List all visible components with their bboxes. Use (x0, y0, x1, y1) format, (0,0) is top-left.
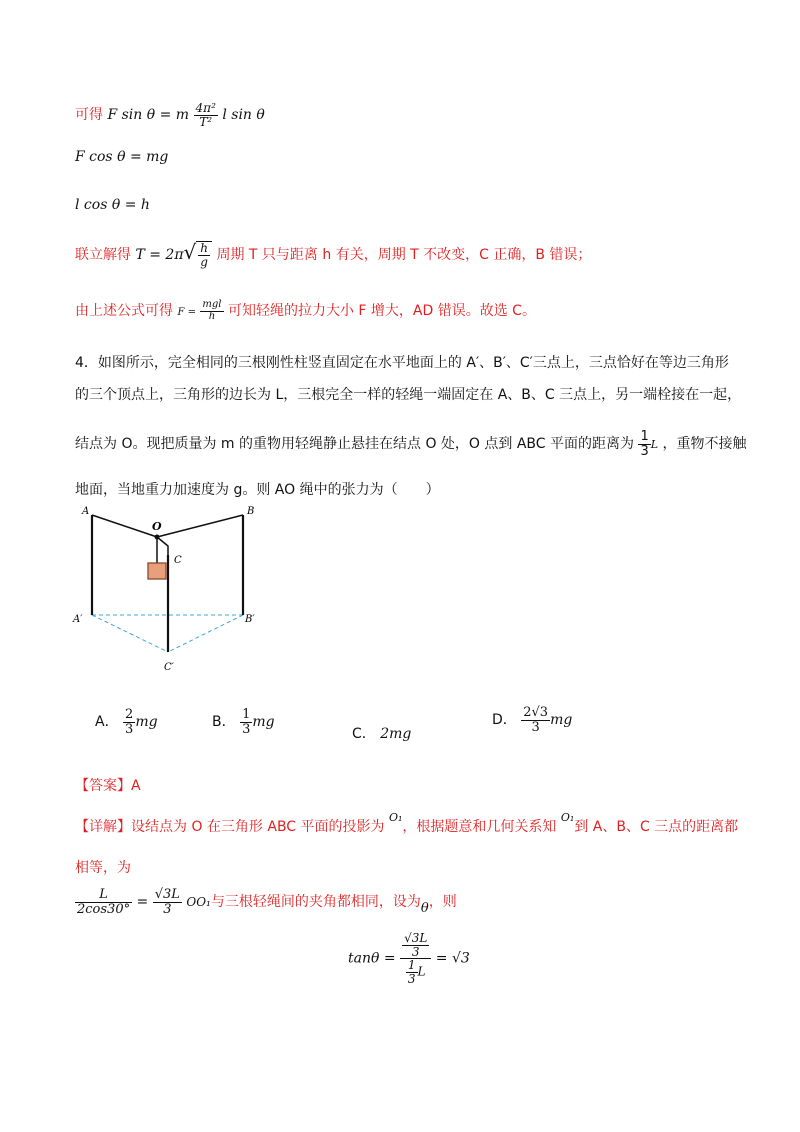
base-edge-ac (92, 615, 168, 652)
tan-bottom-fraction (406, 959, 418, 985)
eq5-lhs: F = (177, 307, 196, 318)
eq1-tail: l sin θ (222, 107, 265, 124)
tan-equation (348, 932, 470, 985)
option-a-num: 2 (125, 707, 134, 722)
question-line-1 (75, 352, 729, 372)
detail-frac-1-num: L (75, 888, 132, 903)
rope-ao (92, 515, 157, 537)
question-text-3a: 结点为 O。现把质量为 m 的重物用轻绳静止悬挂在结点 O 处，O 点到 ABC 平面的距离为 (75, 436, 635, 453)
option-a-tail: mg (135, 714, 158, 731)
equation-line-5 (75, 300, 536, 322)
tan-top-den: 3 (411, 944, 420, 959)
eq5-den: h (208, 310, 216, 322)
eq1-prefix: 可得 (75, 107, 103, 124)
answer-tag: 【答案】 (75, 778, 131, 794)
label-a-prime: A′ (73, 614, 83, 625)
equation-line-1 (75, 102, 265, 128)
tan-lhs: tanθ = (348, 950, 396, 967)
label-a: A (82, 506, 90, 517)
detail-frac-2 (153, 888, 182, 916)
option-b-tail: mg (252, 714, 275, 731)
option-b[interactable] (212, 708, 275, 736)
option-c[interactable] (352, 723, 411, 743)
question-L: L (650, 438, 659, 452)
question-line-3 (75, 430, 747, 458)
eq1-den: T² (199, 114, 213, 129)
label-b-prime: B′ (245, 614, 255, 625)
question-line-2: 的三个顶点上，三角形的边长为 L，三根完全一样的轻绳一端固定在 A、B、C 三点上，另一端栓接在一起， (75, 387, 742, 403)
option-a-fraction (123, 708, 135, 736)
question-text-1: 如图所示，完全相同的三根刚性柱竖直固定在水平地面上的 A′、B′、C′三点上，三点恰好在等边三角形 (97, 355, 729, 371)
tan-bottom (400, 959, 431, 985)
option-d-fraction (521, 706, 550, 734)
label-c: C (174, 555, 182, 566)
tan-bottom-L: L (417, 964, 426, 979)
detail-equals: = (136, 894, 149, 911)
detail-tag: 【详解】 (75, 819, 131, 835)
eq5-fraction (200, 300, 223, 322)
eq1-num: 4π² (195, 101, 216, 115)
eq4-sqrt (196, 241, 212, 268)
answer-value: A (131, 778, 141, 794)
detail-text-3: 到 A、B、C 三点的距离都 (574, 819, 739, 835)
detail-o1: O₁ (388, 811, 403, 824)
detail-equation-line (75, 888, 457, 916)
eq5-suffix: 可知轻绳的拉力大小 F 增大，AD 错误。故选 C。 (227, 303, 536, 319)
option-d[interactable] (492, 706, 572, 734)
question-frac-den: 3 (640, 443, 649, 459)
detail-text-2: ，根据题意和几何关系知 (402, 819, 557, 835)
answer-line (75, 775, 141, 795)
option-a-letter: A． (95, 714, 119, 731)
rope-bo (157, 515, 243, 537)
equation-line-3: l cos θ = h (75, 197, 150, 213)
equation-line-2: F cos θ = mg (75, 149, 169, 165)
tan-big-fraction (400, 932, 431, 985)
detail-frac-1 (75, 888, 132, 916)
eq5-prefix: 由上述公式可得 (75, 303, 173, 319)
option-d-tail: mg (550, 712, 573, 729)
question-fraction (638, 430, 650, 458)
detail-line-2: 相等，为 (75, 860, 131, 876)
label-b: B (247, 506, 255, 517)
eq4-prefix: 联立解得 (75, 247, 131, 263)
rope-co (157, 537, 168, 555)
tan-rhs: = √3 (435, 950, 470, 967)
eq5-num: mgl (202, 299, 222, 310)
detail-eq-tail: ，则 (428, 894, 457, 911)
question-text-3b: ，重物不接触 (662, 436, 747, 453)
tan-top-fraction (402, 932, 429, 958)
tan-top (400, 932, 431, 959)
option-c-letter: C． (352, 726, 376, 742)
option-b-fraction (240, 708, 252, 736)
detail-eq-text: 与三根轻绳间的夹角都相同，设为 (210, 894, 421, 911)
option-a-den: 3 (125, 721, 134, 737)
question-number: 4． (75, 355, 98, 371)
option-d-num: 2√3 (523, 705, 549, 720)
eq4-suffix: 周期 T 只与距离 h 有关，周期 T 不改变，C 正确，B 错误； (216, 247, 592, 263)
option-d-den: 3 (531, 719, 540, 735)
detail-frac-2-den: 3 (163, 901, 172, 917)
option-b-letter: B． (212, 714, 236, 731)
equation-line-4: 联立解得 T = 2π√ $\frac{h}{g}$ 周期 T 只与距离 h 有关，周期 T 不改变，C 正确，B 错误； (75, 240, 592, 269)
detail-theta: θ (420, 901, 429, 917)
detail-o1-b: O₁ (560, 811, 575, 824)
tan-bottom-den: 3 (407, 971, 416, 986)
option-d-letter: D． (492, 712, 517, 729)
option-c-value: 2mg (380, 726, 412, 742)
detail-frac-1-den: 2cos30° (77, 901, 131, 917)
detail-text-1: 设结点为 O 在三角形 ABC 平面的投影为 (131, 819, 385, 835)
option-a[interactable] (95, 708, 158, 736)
label-o: O (152, 520, 162, 533)
eq4-sqrt-den: g (200, 255, 208, 269)
question-frac-num: 1 (640, 429, 649, 444)
pillar-figure (70, 500, 270, 680)
option-b-den: 3 (242, 721, 251, 737)
eq4-sqrt-num: h (200, 241, 209, 256)
eq1-lhs: F sin θ = m (107, 107, 190, 124)
detail-frac-2-num: √3L (154, 887, 180, 902)
tan-top-num: √3L (404, 931, 428, 945)
question-line-4: 地面，当地重力加速度为 g。则 AO 绳中的张力为（ ） (75, 482, 440, 498)
detail-line-1 (75, 811, 739, 836)
detail-oo1: OO₁ (186, 895, 211, 910)
tan-bottom-num: 1 (407, 958, 416, 973)
label-c-prime: C′ (164, 662, 174, 673)
base-edge-bc (168, 615, 243, 652)
weight-block (148, 563, 166, 579)
eq1-fraction (194, 102, 218, 128)
eq4-lhs: T = 2π (135, 247, 184, 263)
option-b-num: 1 (242, 707, 251, 722)
